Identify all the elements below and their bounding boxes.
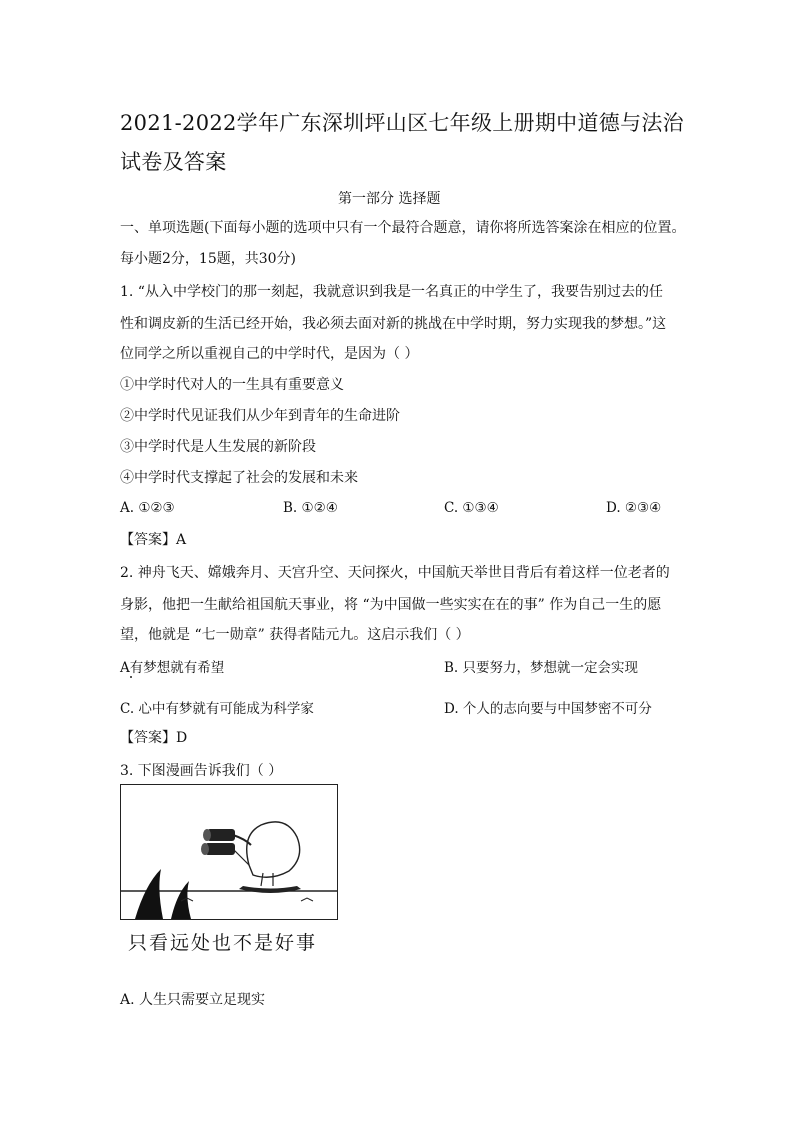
q3-stem: 3. 下图漫画告诉我们（ ） — [120, 763, 283, 779]
q1-option-c: C. ①③④ — [444, 500, 499, 516]
q2-stem-line3: 望，他就是 “七一勋章” 获得者陆元九。这启示我们（ ） — [120, 627, 470, 643]
instructions-line1: 一、单项选题(下面每小题的选项中只有一个最符合题意，请你将所选答案涂在相应的位置。 — [120, 220, 686, 236]
q1-answer: 【答案】A — [120, 532, 187, 548]
q2-option-d: D. 个人的志向要与中国梦密不可分 — [444, 701, 652, 717]
document-title-line2: 试卷及答案 — [120, 150, 227, 174]
q2-stem-line1: 2. 神舟飞天、嫦娥奔月、天宫升空、天问探火，中国航天举世目背后有着这样一位老者的 — [120, 565, 670, 581]
q1-stem-line3: 位同学之所以重视自己的中学时代，是因为（ ） — [120, 346, 419, 362]
q1-statement-4: ④中学时代支撑起了社会的发展和未来 — [120, 470, 358, 486]
q2-answer: 【答案】D — [120, 730, 188, 746]
q2-option-a: A有梦想就有希望 — [120, 660, 225, 676]
q1-stem-line2: 性和调皮新的生活已经开始，我必须去面对新的挑战在中学时期，努力实现我的梦想。”这 — [120, 316, 667, 332]
q3-option-a: A. 人生只需要立足现实 — [120, 992, 266, 1008]
cartoon-image — [120, 784, 338, 920]
q1-option-d: D. ②③④ — [606, 500, 662, 516]
q1-stem-line1: 1. “从入中学校门的那一刻起，我就意识到我是一名真正的中学生了，我要告别过去的任 — [120, 284, 663, 300]
q2-option-c: C. 心中有梦就有可能成为科学家 — [120, 701, 314, 717]
q1-option-a: A. ①②③ — [120, 500, 175, 516]
q1-option-b: B. ①②④ — [283, 500, 338, 516]
section-heading: 第一部分 选择题 — [338, 191, 441, 207]
q2-stem-line2: 身影，他把一生献给祖国航天事业，将 “为中国做一些实实在在的事” 作为自己一生的愿 — [120, 597, 662, 613]
q1-statement-3: ③中学时代是人生发展的新阶段 — [120, 439, 316, 455]
stray-dot — [130, 676, 132, 678]
cartoon-caption: 只看远处也不是好事 — [128, 932, 318, 954]
q2-option-b: B. 只要努力，梦想就一定会实现 — [444, 660, 639, 676]
document-title-line1: 2021-2022学年广东深圳坪山区七年级上册期中道德与法治 — [120, 111, 684, 135]
instructions-line2: 每小题2分，15题，共30分) — [120, 251, 296, 267]
q1-statement-1: ①中学时代对人的一生具有重要意义 — [120, 377, 344, 393]
q1-statement-2: ②中学时代见证我们从少年到青年的生命进阶 — [120, 408, 400, 424]
